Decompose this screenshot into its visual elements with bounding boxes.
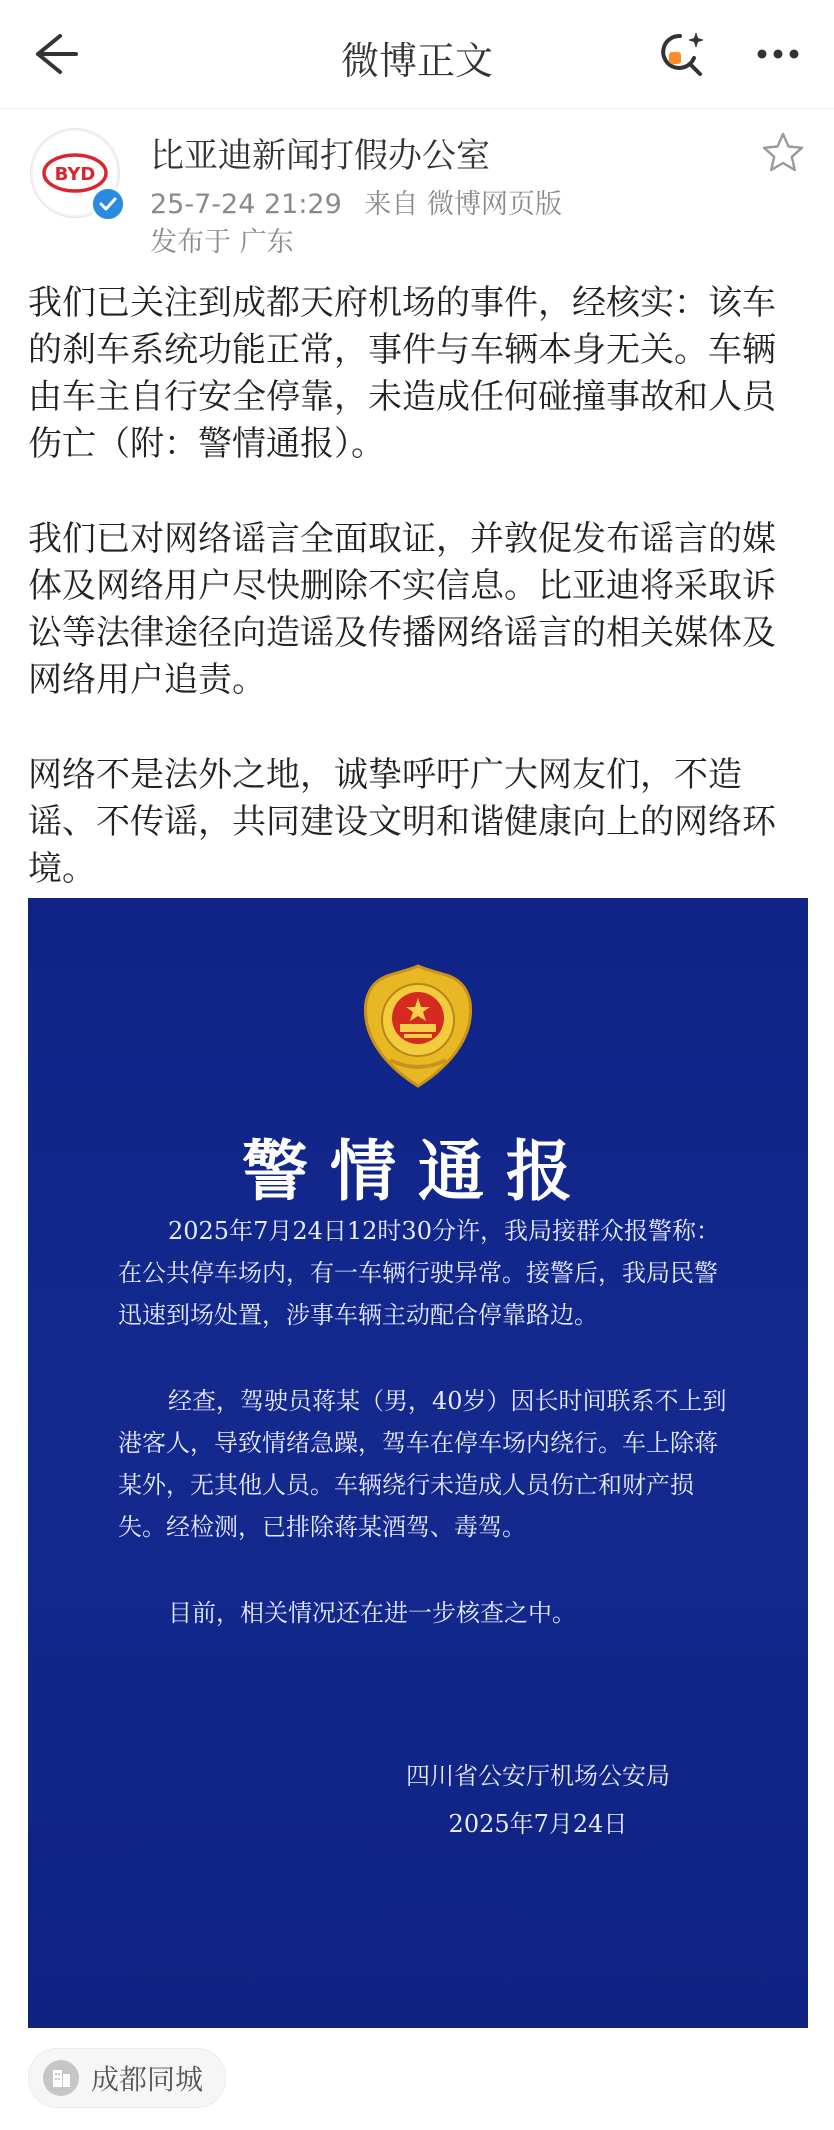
post-source: 来自 微博网页版 [364, 189, 562, 220]
ai-search-icon[interactable] [650, 28, 710, 80]
verified-badge-icon [90, 186, 126, 222]
svg-text:BYD: BYD [54, 164, 96, 185]
notice-paragraph: 目前，相关情况还在进一步核查之中。 [168, 1599, 576, 1627]
notice-issuer: 四川省公安厅机场公安局 [406, 1762, 670, 1790]
building-icon [43, 2060, 79, 2096]
author-name[interactable]: 比亚迪新闻打假办公室 [150, 136, 490, 176]
notice-paragraph: 经查，驾驶员蒋某（男，40岁）因长时间联系不上到港客人，导致情绪急躁，驾车在停车场内绕行。车上除蒋某外，无其他人员。车辆绕行未造成人员伤亡和财产损失。经检测，已排除蒋某酒驾、毒驾。 [118, 1387, 727, 1541]
page-title: 微博正文 [340, 39, 493, 83]
notice-title: 警情通报 [242, 1132, 594, 1210]
post-location: 发布于 广东 [150, 227, 294, 258]
post-meta [150, 182, 576, 221]
location-chip[interactable] [28, 2048, 226, 2108]
post-paragraph: 网络不是法外之地，诚挚呼吁广大网友们，不造谣、不传谣，共同建设文明和谐健康向上的网络环境。 [28, 755, 776, 889]
more-dots-icon[interactable] [748, 28, 808, 80]
post-paragraph: 我们已关注到成都天府机场的事件，经核实：该车的刹车系统功能正常，事件与车辆本身无关。车辆由车主自行安全停靠，未造成任何碰撞事故和人员伤亡（附：警情通报）。 [28, 283, 776, 464]
star-icon[interactable] [760, 130, 806, 176]
top-navigation-bar [0, 0, 834, 109]
post-paragraph: 我们已对网络谣言全面取证，并敦促发布谣言的媒体及网络用户尽快删除不实信息。比亚迪将采取诉讼等法律途径向造谣及传播网络谣言的相关媒体及网络用户追责。 [28, 519, 776, 700]
police-emblem-icon [360, 962, 476, 1090]
location-chip-label: 成都同城 [91, 2063, 204, 2096]
notice-paragraph: 2025年7月24日12时30分许，我局接群众报警称：在公共停车场内，有一车辆行驶异常。接警后，我局民警迅速到场处置，涉事车辆主动配合停靠路边。 [118, 1217, 720, 1329]
notice-date: 2025年7月24日 [448, 1810, 628, 1838]
post-timestamp: 25-7-24 21:29 [150, 189, 342, 220]
post-image-police-notice[interactable] [28, 898, 808, 2028]
